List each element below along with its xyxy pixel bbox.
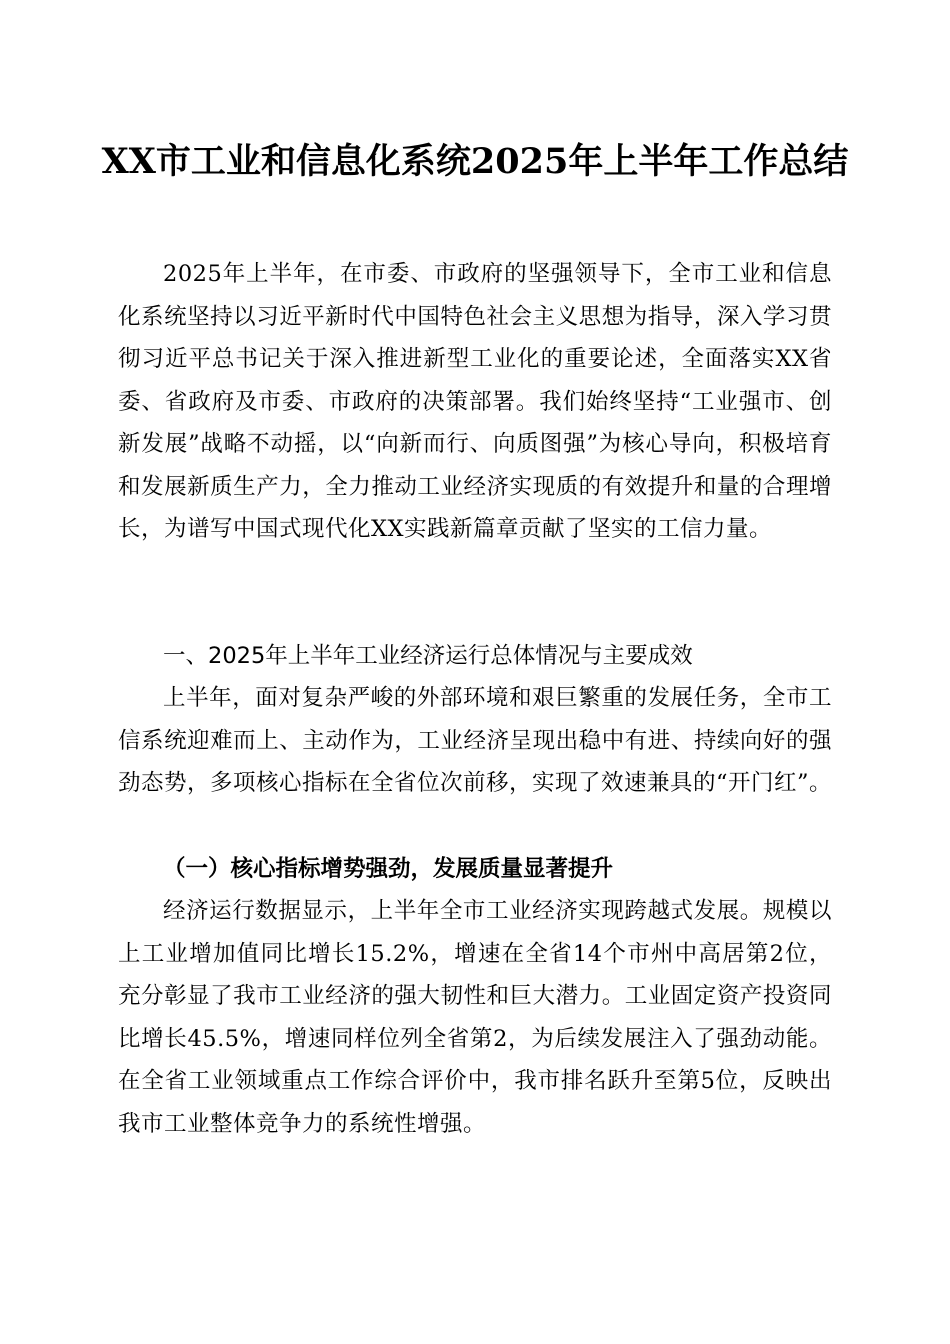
intro-paragraph: 2025年上半年，在市委、市政府的坚强领导下，全市工业和信息化系统坚持以习近平新时代中国特色社会主义思想为指导，深入学习贯彻习近平总书记关于深入推进新型工业化的重要论述，全面落实XX省委、省政府及市委、市政府的决策部署。我们始终坚持“工业强市、创新发展”战略不动摇，以“向新而行、向质图强”为核心导向，积极培育和发展新质生产力，全力推动工业经济实现质的有效提升和量的合理增长，为谱写中国式现代化XX实践新篇章贡献了坚实的工信力量。 [118,261,832,542]
subsection-paragraph: 经济运行数据显示，上半年全市工业经济实现跨越式发展。规模以上工业增加值同比增长15.2%，增速在全省14个市州中高居第2位，充分彰显了我市工业经济的强大韧性和巨大潜力。工业固定资产投资同比增长45.5%，增速同样位列全省第2，为后续发展注入了强劲动能。在全省工业领域重点工作综合评价中，我市排名跃升至第5位，反映出我市工业整体竞争力的系统性增强。 [118,898,832,1137]
subsection-heading: （一）核心指标增势强劲，发展质量显著提升 [163,856,614,882]
document-title: XX市工业和信息化系统2025年上半年工作总结 [101,141,849,182]
section-paragraph: 上半年，面对复杂严峻的外部环境和艰巨繁重的发展任务，全市工信系统迎难而上、主动作为，工业经济呈现出稳中有进、持续向好的强劲态势，多项核心指标在全省位次前移，实现了效速兼具的“开门红”。 [118,685,833,796]
section-heading: 一、2025年上半年工业经济运行总体情况与主要成效 [163,643,693,669]
